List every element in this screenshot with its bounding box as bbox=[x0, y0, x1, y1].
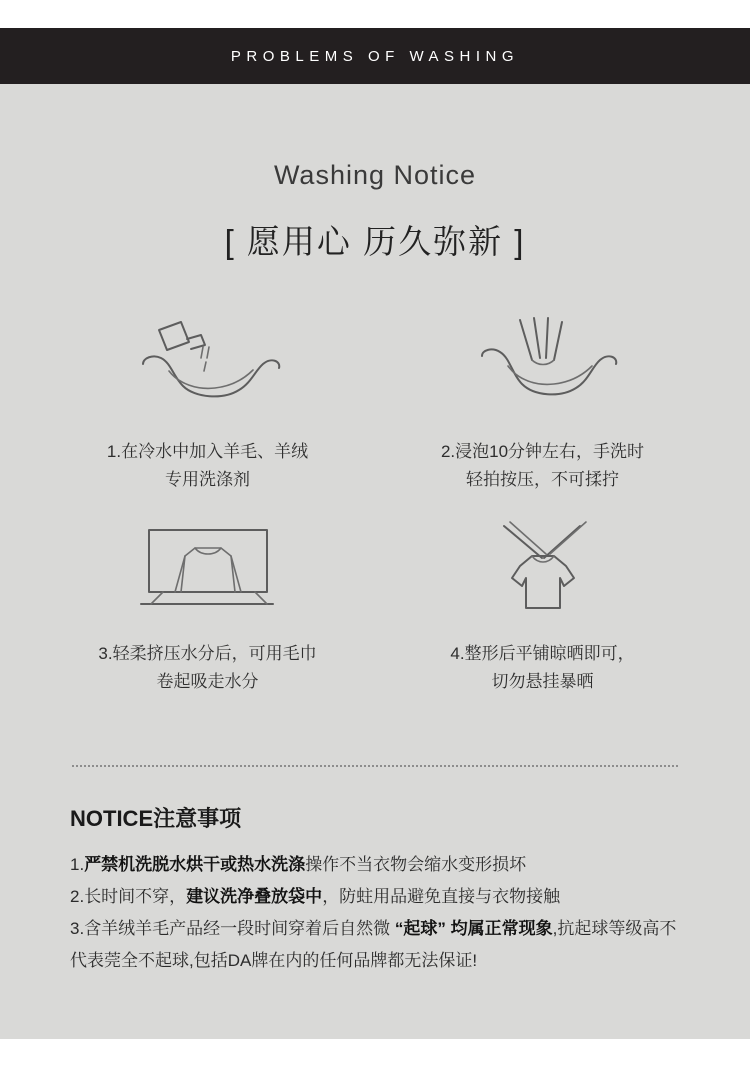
step-3-line-1: 3.轻柔挤压水分后，可用毛巾 bbox=[98, 644, 317, 663]
step-4-line-1: 4.整形后平铺晾晒即可， bbox=[450, 644, 635, 663]
step-4 bbox=[375, 516, 710, 696]
flat-dry-no-hanging-icon bbox=[458, 516, 628, 626]
section-title-chinese: [ 愿用心 历久弥新 ] bbox=[224, 223, 526, 260]
notice-item-2-bold: 建议洗净叠放袋中 bbox=[186, 887, 323, 906]
towel-roll-squeeze-icon bbox=[123, 516, 293, 626]
step-1-line-1: 1.在冷水中加入羊毛、羊绒 bbox=[106, 442, 309, 461]
step-1-text bbox=[107, 438, 308, 494]
notice-item-3-bold: “起球” 均属正常现象 bbox=[394, 919, 553, 938]
notice-item-2 bbox=[70, 881, 685, 913]
step-2 bbox=[375, 314, 710, 494]
step-3-line-2: 卷起吸走水分 bbox=[156, 672, 259, 691]
notice-item-1 bbox=[70, 849, 685, 881]
notice-item-3 bbox=[70, 913, 685, 977]
dotted-divider bbox=[72, 765, 678, 767]
step-3 bbox=[40, 516, 375, 696]
step-3-text bbox=[98, 640, 316, 696]
detergent-pour-basin-icon bbox=[123, 314, 293, 424]
notice-item-1-prefix: 1. bbox=[70, 855, 85, 874]
soak-hand-press-basin-icon bbox=[458, 314, 628, 424]
notice-item-3-line-2: 起球等级高不代表莞全不起球,包括DA牌在内的任何品牌都无法保证! bbox=[70, 919, 677, 970]
notice-item-3-plain: 含羊绒羊毛产品经一段时间穿着后自然微 bbox=[84, 919, 395, 938]
notice-item-2-prefix: 2. bbox=[70, 887, 85, 906]
step-1-line-2: 专用洗涤剂 bbox=[165, 470, 250, 489]
notice-item-1-bold: 严禁机洗脱水烘干或热水洗涤 bbox=[84, 855, 306, 874]
step-2-text bbox=[441, 438, 644, 494]
step-2-line-1: 2.浸泡10分钟左右，手洗时 bbox=[440, 442, 645, 461]
notice-section bbox=[70, 802, 685, 977]
step-2-line-2: 轻拍按压，不可揉拧 bbox=[466, 470, 619, 489]
step-1 bbox=[40, 314, 375, 494]
banner-title: PROBLEMS OF WASHING bbox=[230, 47, 520, 65]
steps-row-2 bbox=[40, 516, 710, 696]
steps-row-1 bbox=[40, 314, 710, 494]
notice-item-3-prefix: 3. bbox=[70, 919, 85, 938]
notice-item-2-plain: 长时间不穿， bbox=[84, 887, 187, 906]
step-4-line-2: 切勿悬挂暴晒 bbox=[491, 672, 594, 691]
washing-steps bbox=[40, 314, 710, 696]
notice-title: NOTICE注意事项 bbox=[70, 806, 242, 831]
step-4-text bbox=[450, 640, 634, 696]
section-title-english: Washing Notice bbox=[273, 160, 477, 190]
content-card bbox=[0, 84, 750, 1039]
notice-item-1-rest: 操作不当衣物会缩水变形损坏 bbox=[305, 855, 527, 874]
notice-item-2-rest: ，防蛀用品避免直接与衣物接触 bbox=[322, 887, 561, 906]
notice-item-3-rest: ,抗 bbox=[552, 919, 575, 938]
top-banner bbox=[0, 28, 750, 84]
